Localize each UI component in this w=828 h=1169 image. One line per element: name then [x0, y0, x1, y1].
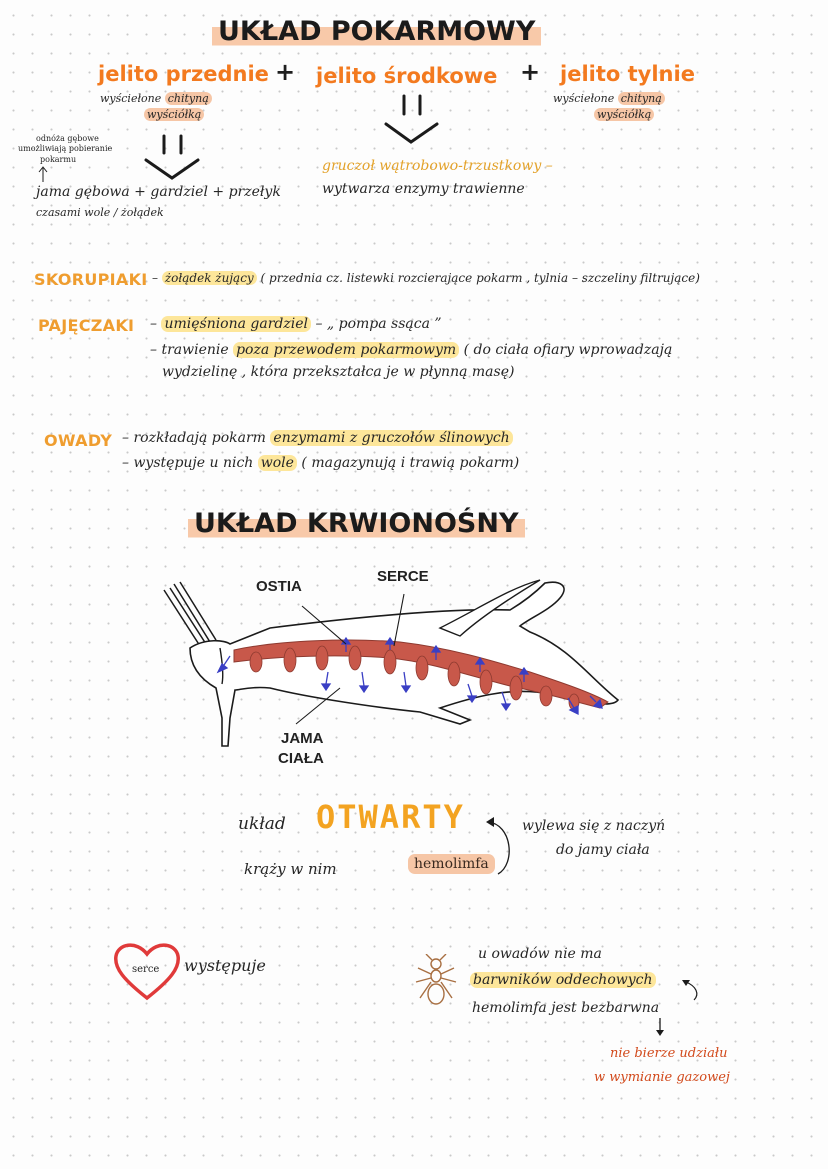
hemolimfa-word [408, 856, 495, 872]
nie-bierze-line1: nie bierze udziału [610, 1046, 728, 1061]
ant-icon [412, 954, 460, 1010]
skorupiaki-dash: – [152, 271, 158, 285]
przednie-desc-highlight: chityną [165, 92, 212, 105]
title-uklad-krwionosny: UKŁAD KRWIONOŚNY [188, 508, 525, 540]
owady-line2 [122, 455, 519, 471]
owadow-line1: u owadów nie ma [478, 946, 602, 962]
nie-bierze-line2: w wymianie gazowej [594, 1070, 730, 1085]
jelito-tylnie: jelito tylnie [560, 62, 695, 86]
small-arrows-icon [650, 978, 710, 1038]
label-serce: SERCE [377, 568, 429, 585]
pajeczaki-label: PAJĘCZAKI [38, 316, 135, 335]
curved-arrow-icon [484, 814, 524, 884]
wystepuje-text: występuje [184, 956, 266, 975]
owadow-line3: hemolimfa jest bezbarwna [472, 1000, 660, 1016]
przednie-desc-text: wyściełone [100, 92, 162, 105]
jelito-srodkowe: jelito środkowe [316, 64, 498, 88]
insect-circulatory-diagram [150, 568, 650, 788]
pajeczaki-line3: wydzielinę , która przekształca je w płynną masę) [162, 364, 515, 380]
przednie-parts: jama gębowa + gardziel + przełyk [36, 184, 281, 200]
owady-line2-highlight: wole [258, 455, 297, 471]
pajeczaki-line2 [150, 342, 672, 358]
tylnie-desc-highlight: chityną [618, 92, 665, 105]
uklad-word: układ [238, 814, 286, 834]
otwarty-word: OTWARTY [316, 798, 465, 836]
title-uklad-pokarmowy: UKŁAD POKARMOWY [212, 16, 541, 48]
tylnie-desc-text: wyściełone [553, 92, 615, 105]
pajeczaki-highlight2: poza przewodem pokarmowym [233, 342, 459, 358]
plus-1: + [275, 58, 296, 86]
gruczol-desc: wytwarza enzymy trawienne [322, 181, 525, 197]
note-umozliwiaja: umożliwiają pobieranie [18, 144, 113, 153]
pajeczaki-text2: ( do ciała ofiary wprowadzają [463, 342, 673, 358]
note-odnoza: odnóża gębowe [36, 134, 99, 143]
jelito-przednie: jelito przednie [98, 62, 269, 86]
owady-line1 [122, 430, 513, 446]
antenna-icon [164, 582, 216, 646]
plus-2: + [520, 58, 541, 86]
przednie-desc-wysciolka: wyściółką [144, 108, 204, 121]
przednie-sometimes: czasami wole / żołądek [36, 206, 164, 219]
skorupiaki-line [152, 271, 700, 285]
pajeczaki-line1 [150, 316, 442, 332]
owady-line1-highlight: enzymami z gruczołów ślinowych [270, 430, 512, 446]
arrow-down-middle-icon [386, 96, 437, 142]
skorupiaki-highlight: żołądek żujący [162, 271, 257, 285]
arrow-down-left-icon [146, 136, 198, 178]
skorupiaki-text: ( przednia cz. listewki rozcierające pokarm , tylnia – szczeliny filtrujące) [260, 271, 700, 285]
owady-label: OWADY [44, 431, 113, 450]
owady-line2-text2: ( magazynują i trawią pokarm) [301, 455, 520, 471]
label-ciala: CIAŁA [278, 750, 324, 767]
pajeczaki-highlight1: umięśniona gardziel [161, 316, 311, 332]
owady-line1-text: – rozkładają pokarm [122, 430, 266, 446]
pajeczaki-text1: – „ pompa ssąca ” [315, 316, 442, 332]
wylewa-line2: do jamy ciała [556, 842, 650, 858]
hemolimfa-highlight: hemolimfa [408, 854, 495, 874]
pajeczaki-dash2: – trawienie [150, 342, 229, 358]
skorupiaki-label: SKORUPIAKI [34, 270, 148, 289]
label-jama: JAMA [281, 730, 324, 747]
owady-line2-text: – występuje u nich [122, 455, 254, 471]
serce-in-heart: serce [132, 964, 160, 975]
krazy-text: krąży w nim [244, 860, 337, 878]
gruczol-label: gruczoł wątrobowo-trzustkowy – [322, 158, 553, 174]
label-ostia: OSTIA [256, 578, 302, 595]
small-up-arrow-icon [39, 167, 47, 182]
pokarmowy-arrows [0, 0, 828, 260]
owadow-highlight: barwników oddechowych [470, 972, 656, 988]
pajeczaki-dash1: – [150, 316, 157, 332]
wylewa-line1: wylewa się z naczyń [522, 818, 666, 834]
note-pokarmu: pokarmu [40, 155, 77, 164]
tylnie-desc-wysciolka: wyściółką [594, 108, 654, 121]
owadow-line2 [470, 972, 656, 988]
